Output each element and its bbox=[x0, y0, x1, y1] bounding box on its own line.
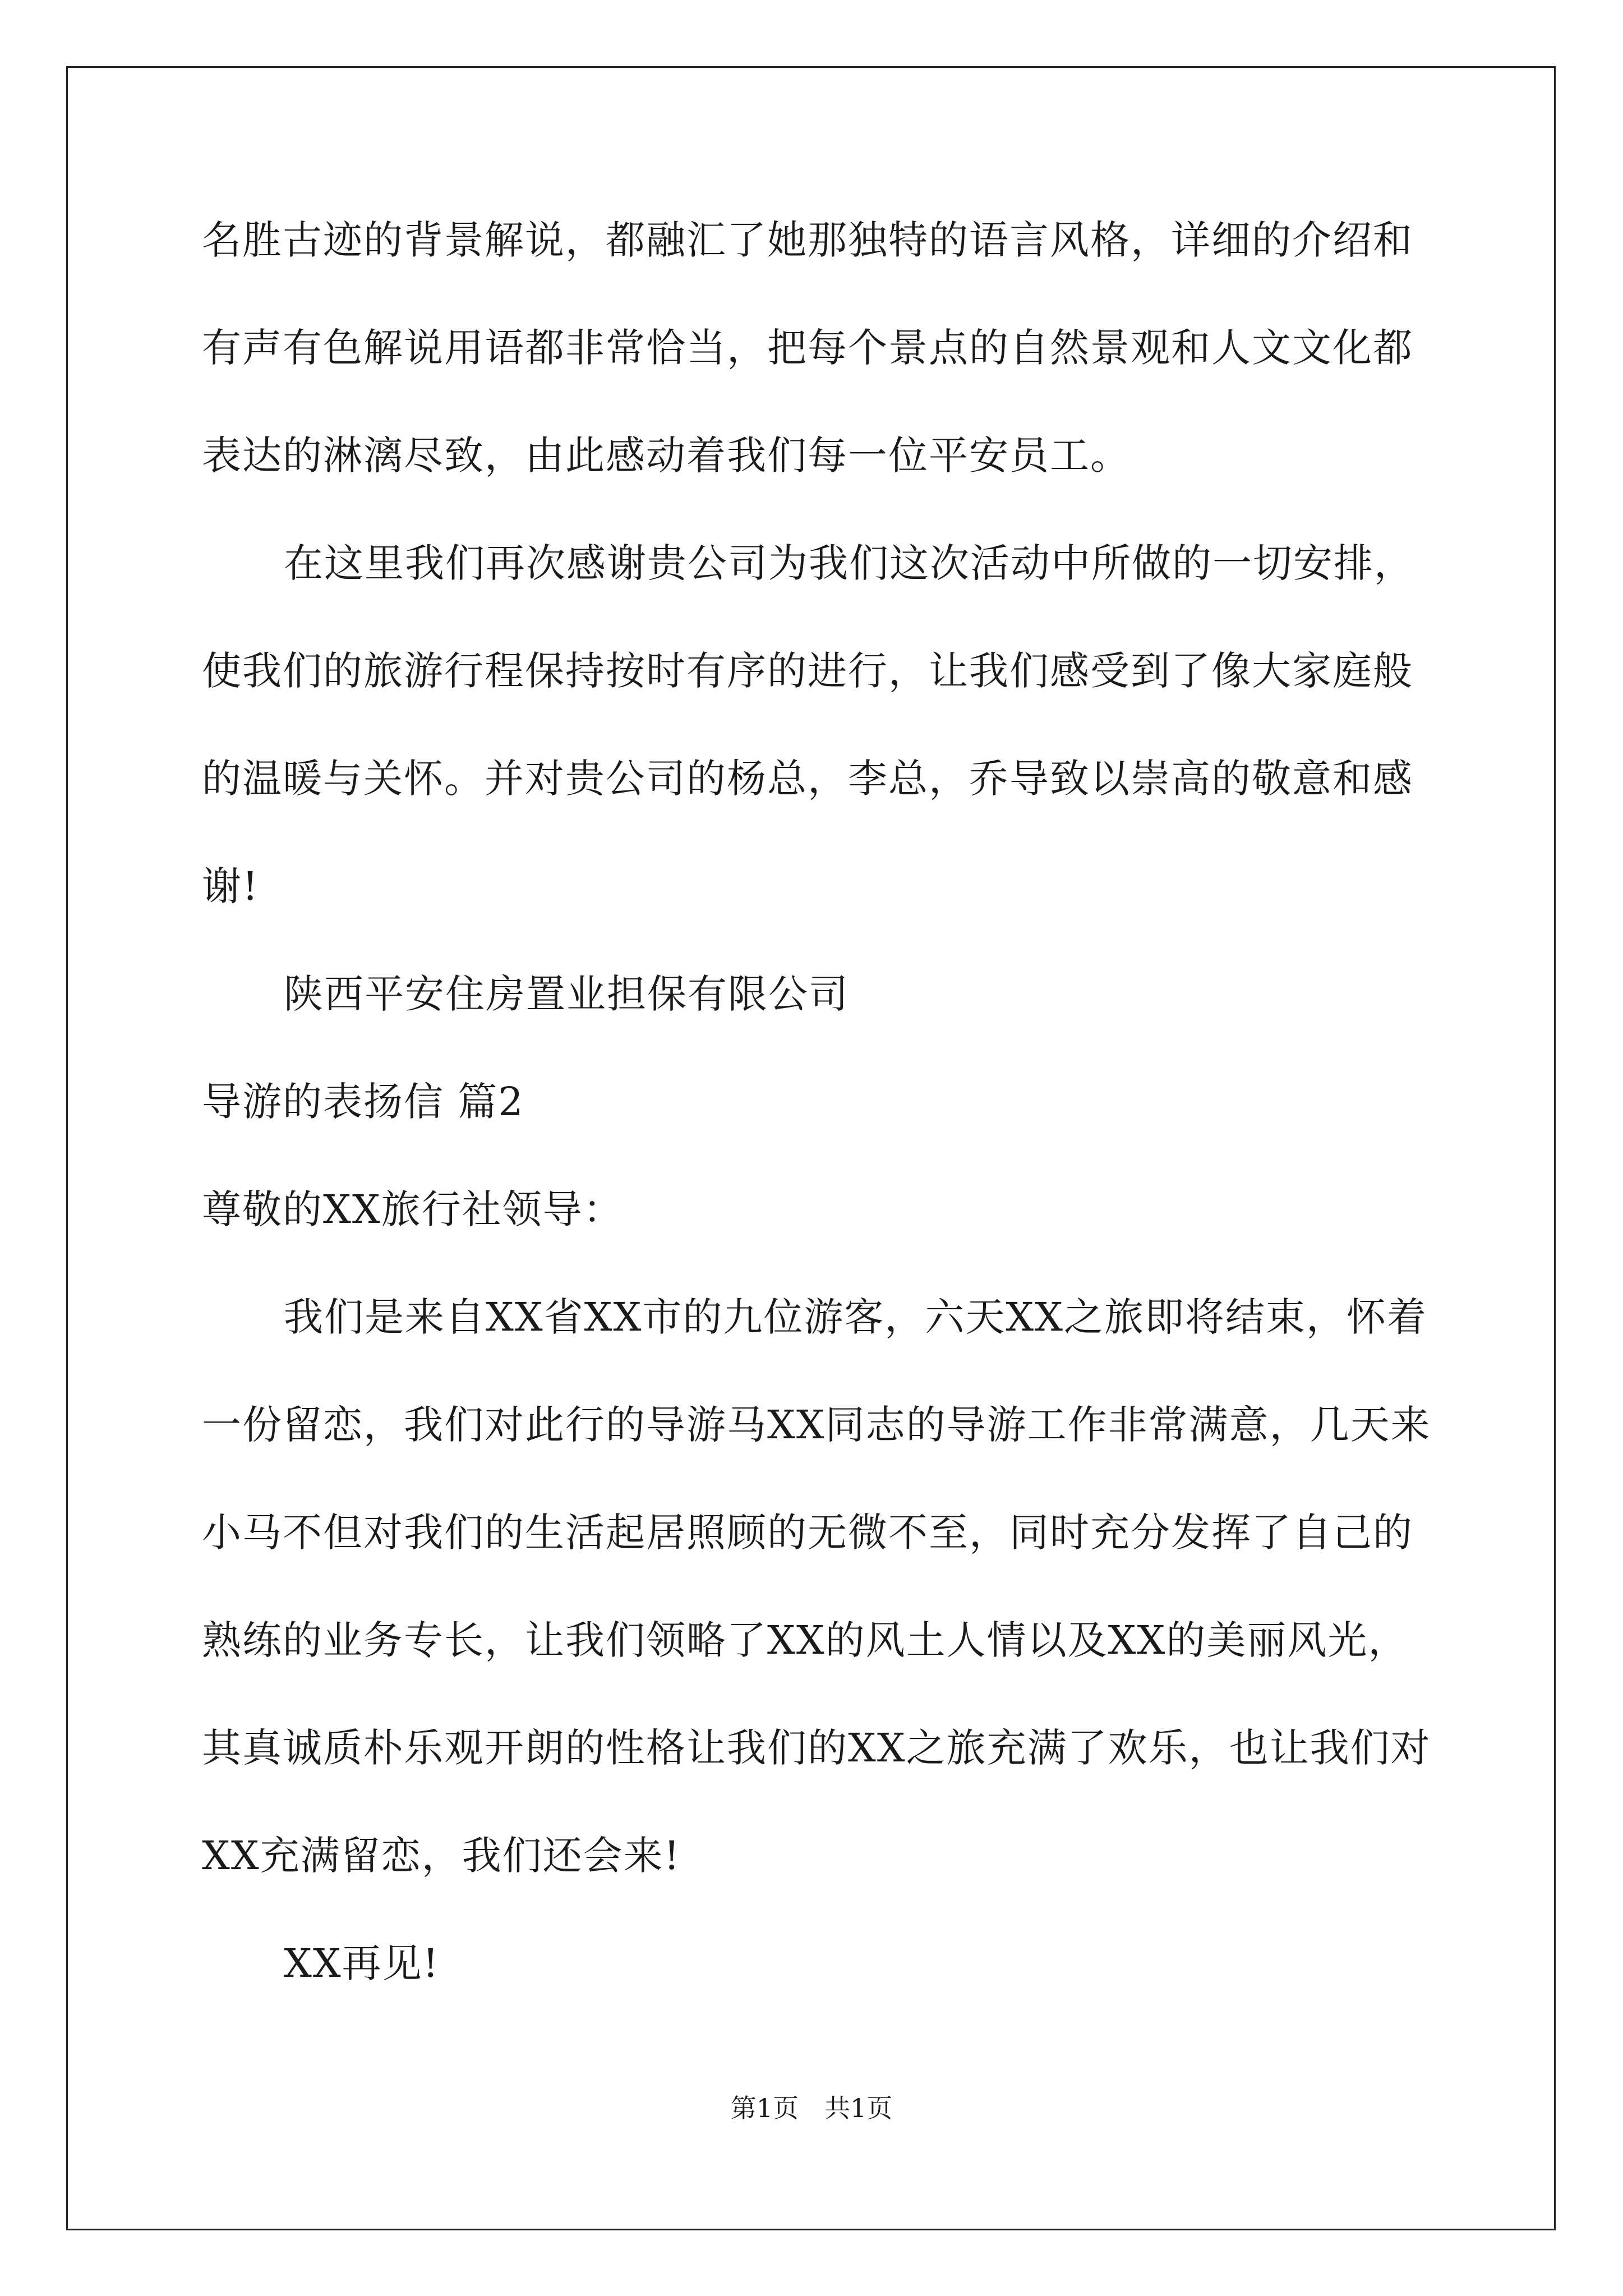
text-line: 我们是来自XX省XX市的九位游客，六天XX之旅即将结束，怀着 bbox=[284, 1294, 1428, 1340]
page-total: 共1页 bbox=[824, 2093, 893, 2123]
text-line: 小马不但对我们的生活起居照顾的无微不至，同时充分发挥了自己的 bbox=[202, 1510, 1413, 1556]
text-line: 其真诚质朴乐观开朗的性格让我们的XX之旅充满了欢乐，也让我们对 bbox=[202, 1725, 1431, 1771]
text-line: 有声有色解说用语都非常恰当，把每个景点的自然景观和人文文化都 bbox=[202, 325, 1413, 371]
salutation: 尊敬的XX旅行社领导： bbox=[202, 1186, 624, 1232]
text-line: 一份留恋，我们对此行的导游马XX同志的导游工作非常满意，几天来 bbox=[202, 1402, 1431, 1448]
text-line: 熟练的业务专长，让我们领略了XX的风土人情以及XX的美丽风光， bbox=[202, 1617, 1409, 1663]
closing-line: XX再见! bbox=[284, 1940, 440, 1986]
signature-company: 陕西平安住房置业担保有限公司 bbox=[284, 971, 849, 1017]
text-line: XX充满留恋，我们还会来! bbox=[202, 1833, 681, 1879]
text-line: 的温暖与关怀。并对贵公司的杨总，李总，乔导致以崇高的敬意和感 bbox=[202, 756, 1413, 802]
text-line: 表达的淋漓尽致，由此感动着我们每一位平安员工。 bbox=[202, 432, 1131, 478]
text-line: 在这里我们再次感谢贵公司为我们这次活动中所做的一切安排， bbox=[284, 540, 1414, 586]
text-line: 谢! bbox=[202, 863, 260, 909]
text-line: 使我们的旅游行程保持按时有序的进行，让我们感受到了像大家庭般 bbox=[202, 648, 1413, 694]
document-body bbox=[202, 213, 1431, 2044]
page-number: 第1页 bbox=[730, 2093, 799, 2123]
section-heading: 导游的表扬信 篇2 bbox=[202, 1079, 524, 1125]
page-footer bbox=[0, 2091, 1623, 2125]
text-line: 名胜古迹的背景解说，都融汇了她那独特的语言风格，详细的介绍和 bbox=[202, 217, 1413, 263]
